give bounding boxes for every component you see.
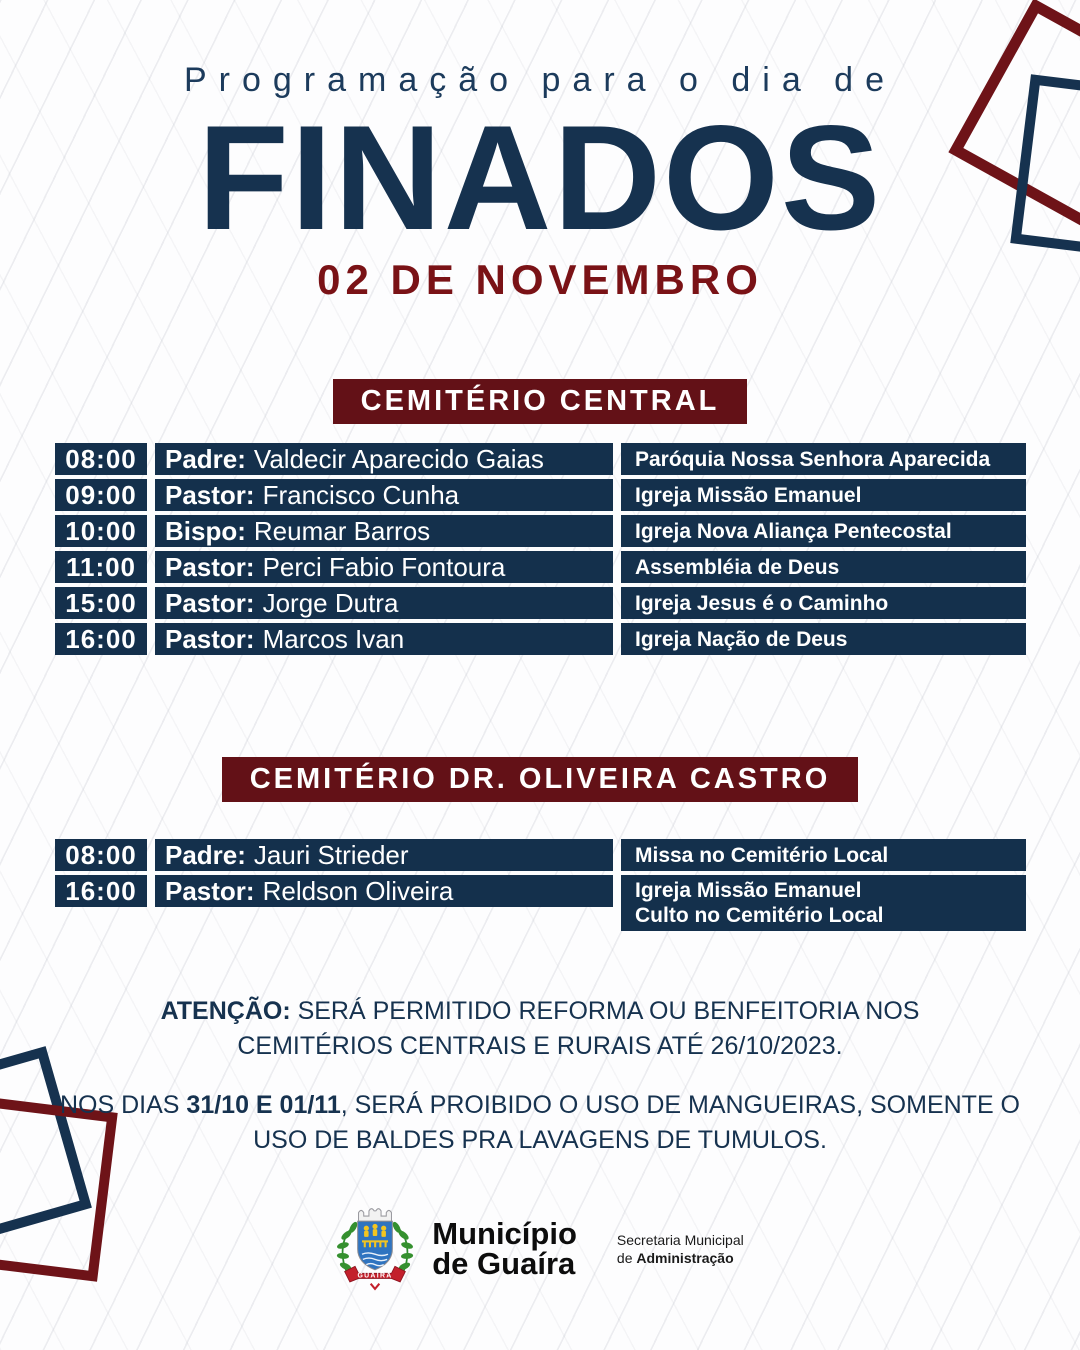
secretary-label (617, 1231, 744, 1267)
time-cell: 08:00 (55, 443, 147, 475)
section-banner-central: CEMITÉRIO CENTRAL (333, 379, 748, 424)
section-banner-oliveira-castro: CEMITÉRIO DR. OLIVEIRA CASTRO (222, 757, 859, 802)
notice-restriction (60, 1088, 1020, 1158)
celebrant-name: Reldson Oliveira (262, 875, 454, 906)
celebrant-role: Bispo: (165, 515, 246, 546)
celebrant-role: Pastor: (165, 623, 255, 654)
celebrant-name: Marcos Ivan (262, 623, 405, 654)
celebrant-role: Pastor: (165, 875, 255, 906)
notice-attention (125, 994, 955, 1064)
time-cell: 10:00 (55, 515, 147, 547)
celebrant-cell (155, 551, 613, 583)
schedule-table-oliveira-castro (55, 839, 1026, 931)
celebrant-name: Perci Fabio Fontoura (262, 551, 506, 582)
footer (0, 1203, 1080, 1295)
celebrant-name: Jorge Dutra (262, 587, 399, 618)
table-row (55, 623, 1026, 655)
church-name: Igreja Missão Emanuel (635, 879, 862, 902)
church-cell (621, 875, 1026, 931)
notice-restriction-prefix: NOS DIAS (60, 1091, 187, 1119)
notice-block (0, 994, 1080, 1158)
poster-header (0, 60, 1080, 304)
church-cell (621, 515, 1026, 547)
time-cell: 09:00 (55, 479, 147, 511)
church-event: Culto no Cemitério Local (635, 904, 884, 927)
celebrant-cell (155, 479, 613, 511)
celebrant-name: Jauri Strieder (253, 839, 409, 870)
church-name: Igreja Nação de Deus (635, 627, 848, 651)
celebrant-role: Pastor: (165, 551, 255, 582)
table-row (55, 551, 1026, 583)
secretary-line2-prefix: de (616, 1250, 637, 1266)
table-row (55, 839, 1026, 871)
municipality-line2: de Guaíra (432, 1246, 576, 1281)
celebrant-name: Francisco Cunha (262, 479, 460, 510)
celebrant-cell (155, 443, 613, 475)
municipality-line1: Município (432, 1215, 577, 1251)
celebrant-cell (155, 839, 613, 871)
secretary-line1: Secretaria Municipal (616, 1231, 744, 1248)
time-cell: 15:00 (55, 587, 147, 619)
celebrant-cell (155, 623, 613, 655)
church-name: Igreja Missão Emanuel (635, 483, 862, 507)
celebrant-cell (155, 515, 613, 547)
table-row (55, 587, 1026, 619)
time-cell: 16:00 (55, 875, 147, 907)
church-name: Assembléia de Deus (635, 555, 840, 579)
celebrant-cell (155, 875, 613, 907)
section-central (0, 379, 1080, 424)
table-row (55, 515, 1026, 547)
notice-attention-text: SERÁ PERMITIDO REFORMA OU BENFEITORIA NOS CEMITÉRIOS CENTRAIS E RURAIS ATÉ 26/10/2023. (237, 997, 920, 1060)
header-kicker: Programação para o dia de (183, 61, 897, 99)
church-name: Paróquia Nossa Senhora Aparecida (635, 447, 991, 471)
church-cell (621, 587, 1026, 619)
church-name: Igreja Nova Aliança Pentecostal (635, 519, 952, 543)
schedule-table-central (55, 443, 1026, 655)
celebrant-role: Pastor: (165, 587, 255, 618)
church-name: Missa no Cemitério Local (635, 843, 889, 867)
church-cell (621, 623, 1026, 655)
secretary-line2 (617, 1249, 744, 1267)
celebrant-name: Reumar Barros (253, 515, 431, 546)
crest-banner-text: GUAIRA (357, 1272, 393, 1280)
time-cell: 11:00 (55, 551, 147, 583)
celebrant-role: Padre: (165, 443, 246, 474)
church-cell (621, 839, 1026, 871)
time-cell: 08:00 (55, 839, 147, 871)
notice-restriction-dates: 31/10 E 01/11 (186, 1091, 341, 1119)
secretary-line2-department: Administração (636, 1250, 734, 1266)
table-row (55, 875, 1026, 931)
guaira-coat-of-arms-icon (336, 1203, 414, 1295)
page-title: FINADOS (197, 93, 883, 261)
time-cell: 16:00 (55, 623, 147, 655)
church-cell (621, 551, 1026, 583)
church-cell (621, 443, 1026, 475)
church-name: Igreja Jesus é o Caminho (635, 591, 889, 615)
celebrant-role: Padre: (165, 839, 246, 870)
section-oliveira-castro (0, 757, 1080, 802)
notice-restriction-suffix: , SERÁ PROIBIDO O USO DE MANGUEIRAS, SOMENTE O USO DE BALDES PRA LAVAGENS DE TUMULOS. (253, 1091, 1021, 1154)
church-cell (621, 479, 1026, 511)
header-date: 02 DE NOVEMBRO (317, 255, 763, 303)
table-row (55, 479, 1026, 511)
notice-attention-label: ATENÇÃO: (160, 997, 291, 1025)
table-row (55, 443, 1026, 475)
celebrant-name: Valdecir Aparecido Gaias (253, 443, 544, 474)
municipality-name (432, 1215, 577, 1281)
celebrant-cell (155, 587, 613, 619)
celebrant-role: Pastor: (165, 479, 255, 510)
